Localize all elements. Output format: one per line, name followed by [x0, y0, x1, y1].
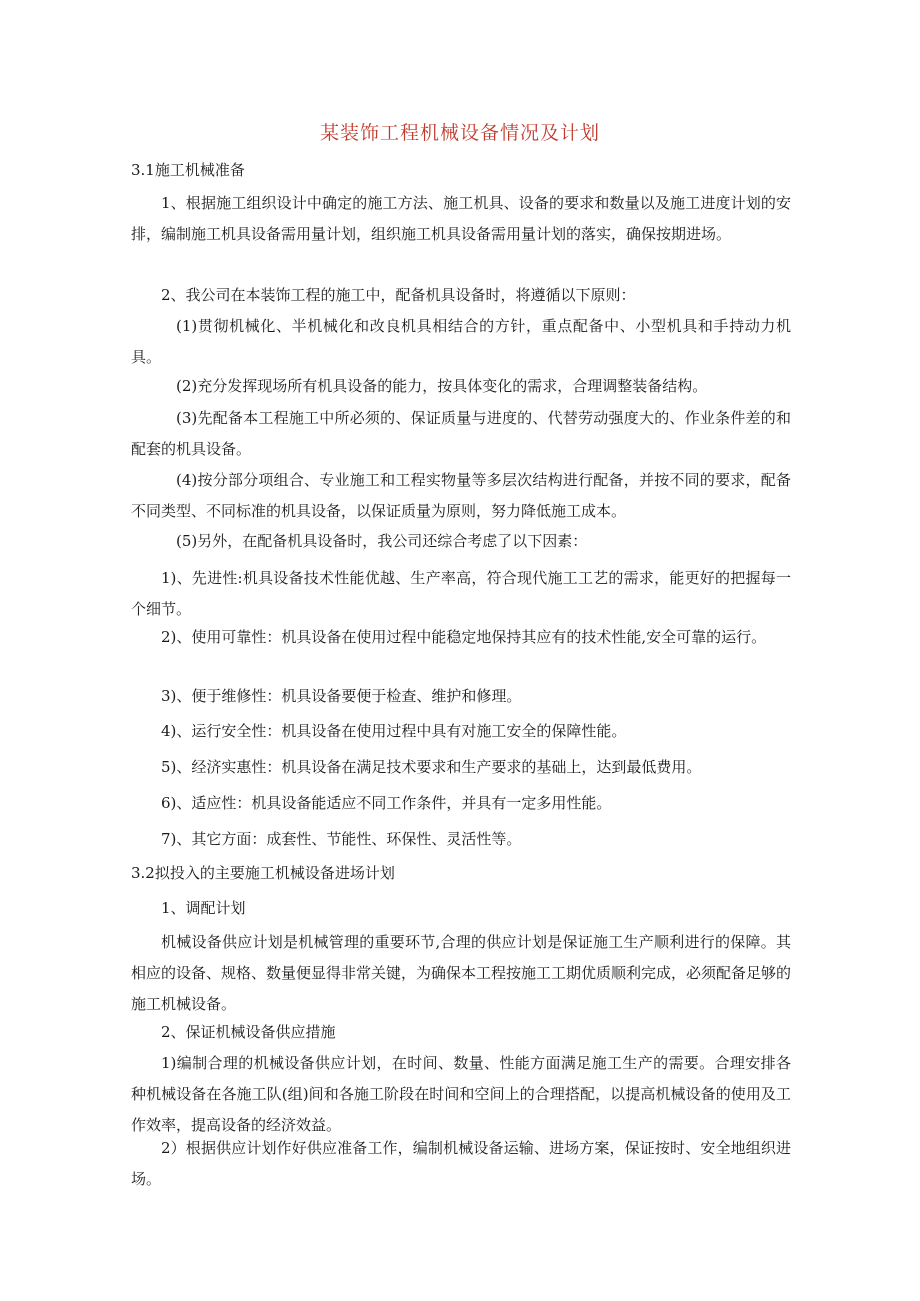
- paragraph: 机械设备供应计划是机械管理的重要环节,合理的供应计划是保证施工生产顺利进行的保障。其相应的设备、规格、数量便显得非常关键，为确保本工程按施工工期优质顺利完成，必须配备足够的施工机械设备。: [131, 933, 792, 1013]
- paragraph: 1、调配计划: [161, 899, 246, 917]
- paragraph: (4)按分部分项组合、专业施工和工程实物量等多层次结构进行配备，并按不同的要求，配备不同类型、不同标准的机具设备，以保证质量为原则，努力降低施工成本。: [131, 471, 791, 520]
- paragraph: (3)先配备本工程施工中所必须的、保证质量与进度的、代替劳动强度大的、作业条件差的和配套的机具设备。: [131, 409, 791, 458]
- paragraph: 7)、其它方面：成套性、节能性、环保性、灵活性等。: [161, 830, 522, 848]
- paragraph: (2)充分发挥现场所有机具设备的能力，按具体变化的需求，合理调整装备结构。: [176, 377, 708, 395]
- paragraph: (5)另外，在配备机具设备时，我公司还综合考虑了以下因素：: [176, 532, 588, 550]
- paragraph: 2）根据供应计划作好供应准备工作，编制机械设备运输、进场方案，保证按时、安全地组织进场。: [131, 1139, 791, 1188]
- paragraph: 4)、运行安全性：机具设备在使用过程中具有对施工安全的保障性能。: [161, 722, 627, 740]
- paragraph: 5)、经济实惠性：机具设备在满足技术要求和生产要求的基础上，达到最低费用。: [161, 758, 702, 776]
- paragraph: 6)、适应性：机具设备能适应不同工作条件，并具有一定多用性能。: [161, 794, 612, 812]
- paragraph: 3)、便于维修性：机具设备要便于检查、维护和修理。: [161, 687, 522, 705]
- document-title: 某装饰工程机械设备情况及计划: [319, 122, 600, 144]
- paragraph: 1、根据施工组织设计中确定的施工方法、施工机具、设备的要求和数量以及施工进度计划的安排，编制施工机具设备需用量计划，组织施工机具设备需用量计划的落实，确保按期进场。: [131, 194, 791, 243]
- paragraph: (1)贯彻机械化、半机械化和改良机具相结合的方针，重点配备中、小型机具和手持动力机具。: [131, 317, 791, 366]
- paragraph: 1)编制合理的机械设备供应计划，在时间、数量、性能方面满足施工生产的需要。合理安排各种机械设备在各施工队(组)间和各施工阶段在时间和空间上的合理搭配，以提高机械设备的使用及工作效率，提高设备的经济效益。: [131, 1054, 791, 1134]
- paragraph: 2、保证机械设备供应措施: [161, 1023, 336, 1041]
- paragraph: 2)、使用可靠性：机具设备在使用过程中能稳定地保持其应有的技术性能,安全可靠的运行。: [161, 628, 767, 646]
- paragraph: 2、我公司在本装饰工程的施工中，配备机具设备时，将遵循以下原则：: [161, 286, 636, 304]
- paragraph: 1)、先进性:机具设备技术性能优越、生产率高，符合现代施工工艺的需求，能更好的把握每一个细节。: [131, 569, 791, 618]
- section-heading: 3.1施工机械准备: [131, 161, 245, 179]
- section-heading: 3.2拟投入的主要施工机械设备进场计划: [131, 864, 395, 882]
